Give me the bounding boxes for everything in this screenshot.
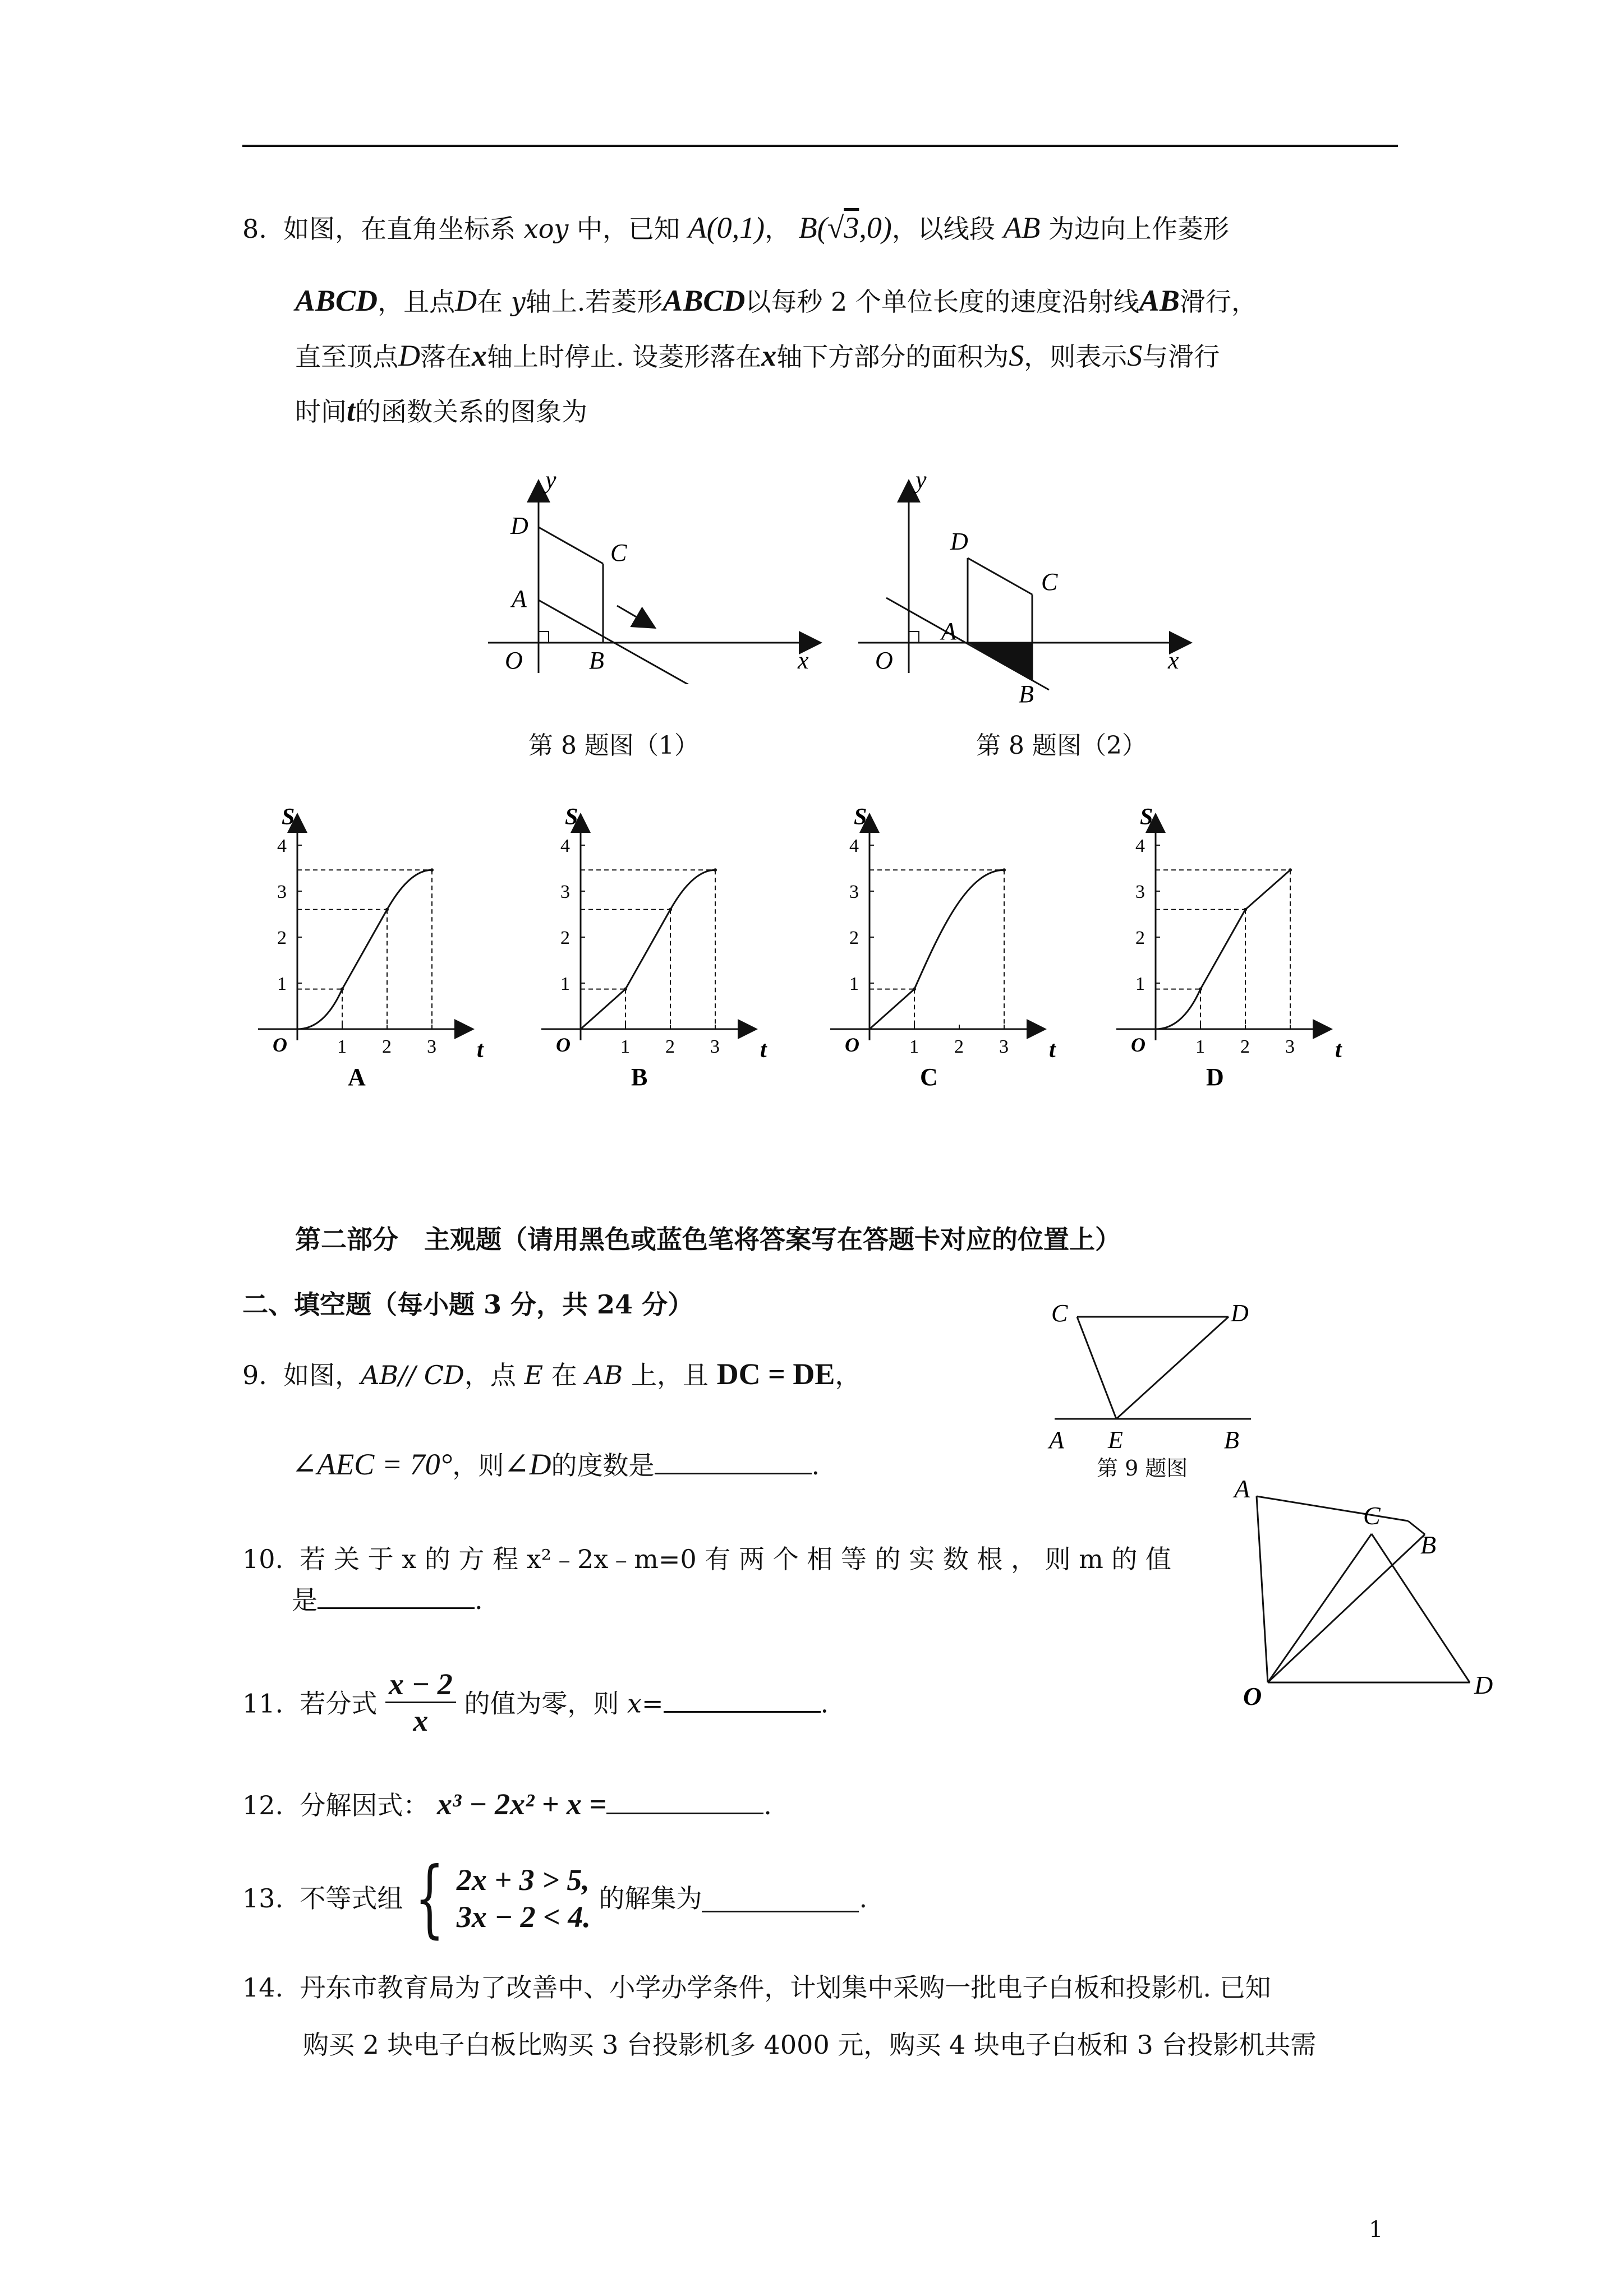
part2-heading: 第二部分 主观题（请用黑色或蓝色笔将答案写在答题卡对应的位置上） — [295, 1224, 1121, 1255]
y-tick-label: 3 — [849, 882, 859, 902]
axis-label-o: O — [273, 1034, 287, 1056]
fig2-label-x: x — [1168, 647, 1179, 674]
y-tick-label: 4 — [1135, 836, 1145, 856]
q14-line-2: 购买 2 块电子白板比购买 3 台投影机多 4000 元，购买 4 块电子白板和 3 台投影机共需 — [303, 2030, 1317, 2060]
q8-line-3: 直至顶点D落在x轴上时停止. 设菱形落在x轴下方部分的面积为S，则表示S与滑行 — [295, 339, 1220, 372]
series-line — [1156, 870, 1290, 1029]
fig2-label-c: C — [1041, 568, 1058, 596]
data-point — [1244, 908, 1247, 911]
q9-label-b: B — [1224, 1426, 1239, 1454]
fig1-label-x: x — [798, 647, 809, 674]
x-tick-label: 1 — [909, 1036, 919, 1057]
y-tick-label: 2 — [560, 928, 570, 948]
side-label-o: O — [1243, 1682, 1262, 1711]
option-label: D — [1206, 1063, 1224, 1091]
data-point — [341, 988, 344, 991]
q9-fig-caption: 第 9 题图 — [1097, 1456, 1188, 1481]
q13-line: 13. 不等式组 { 2x + 3 > 5, 3x − 2 < 4. 的解集为 . — [242, 1850, 868, 1947]
x-tick-label: 3 — [427, 1036, 436, 1057]
page-number: 1 — [1369, 2217, 1383, 2243]
side-label-d: D — [1474, 1671, 1493, 1699]
q12-answer-blank[interactable] — [606, 1787, 763, 1814]
q9-figure — [1027, 1290, 1273, 1458]
data-point — [1289, 868, 1292, 872]
q9-label-d: D — [1231, 1299, 1249, 1327]
x-tick-label: 3 — [999, 1036, 1009, 1057]
y-tick-label: 4 — [560, 836, 570, 856]
fig2-label-d: D — [950, 528, 968, 555]
x-tick-label: 1 — [337, 1036, 347, 1057]
side-figure — [1223, 1469, 1515, 1716]
fig1-label-y: y — [545, 471, 556, 494]
y-tick-label: 4 — [277, 836, 287, 856]
side-label-b: B — [1420, 1530, 1437, 1559]
series-line — [581, 870, 715, 1029]
fig1-label-a: A — [512, 585, 527, 612]
q12-line: 12. 分解因式： x³ − 2x² + x = . — [242, 1787, 772, 1821]
axis-label-t: t — [760, 1037, 767, 1063]
option-graph-c — [819, 802, 1077, 1094]
data-point — [430, 868, 434, 872]
data-point — [1199, 988, 1202, 991]
option-graph-a — [247, 802, 505, 1094]
y-tick-label: 3 — [277, 882, 287, 902]
q8-line-4: 时间t的函数关系的图象为 — [295, 394, 588, 427]
axis-label-s: S — [282, 804, 295, 830]
x-tick-label: 2 — [382, 1036, 392, 1057]
q8-fig1-caption: 第 8 题图（1） — [528, 731, 699, 760]
axis-label-o: O — [1131, 1034, 1145, 1056]
x-tick-label: 2 — [665, 1036, 675, 1057]
option-label: B — [631, 1063, 648, 1091]
header-rule — [242, 145, 1398, 147]
y-tick-label: 1 — [560, 974, 570, 994]
x-tick-label: 3 — [1285, 1036, 1295, 1057]
q10-line-1: 10. 若 关 于 x 的 方 程 x²﹣2x﹣m=0 有 两 个 相 等 的 实 数 根 ， 则 m 的 值 — [242, 1544, 1172, 1574]
axis-label-s: S — [565, 804, 578, 830]
fig2-label-a: A — [941, 617, 956, 645]
q9-label-a: A — [1049, 1426, 1064, 1454]
q8-figure-1 — [477, 471, 836, 684]
data-point — [669, 908, 672, 911]
y-tick-label: 3 — [1135, 882, 1145, 902]
axis-label-t: t — [477, 1037, 484, 1063]
q9-label-c: C — [1051, 1299, 1068, 1327]
y-tick-label: 2 — [1135, 928, 1145, 948]
q11-fraction: $\frac{x - 2}{x}$ — [385, 1667, 456, 1738]
axis-label-t: t — [1049, 1037, 1056, 1063]
q9-line-1: 9. 如图，AB// CD，点 E 在 AB 上，且 DC = DE， — [242, 1357, 861, 1391]
axis-label-s: S — [854, 804, 867, 830]
data-point — [714, 868, 717, 872]
side-label-c: C — [1363, 1501, 1381, 1530]
x-tick-label: 2 — [954, 1036, 964, 1057]
q8-figure-2 — [847, 471, 1206, 707]
fig1-label-b: B — [589, 647, 604, 674]
y-tick-label: 1 — [849, 974, 859, 994]
q13-inequality-system: 2x + 3 > 5, 3x − 2 < 4. — [456, 1863, 591, 1934]
q13-answer-blank[interactable] — [702, 1885, 859, 1912]
series-line — [297, 870, 432, 1029]
axis-label-o: O — [845, 1034, 859, 1056]
q8-number: 8. — [242, 214, 267, 244]
point-b: B(√3,0) — [798, 211, 892, 245]
axis-label-t: t — [1335, 1037, 1342, 1063]
option-label: C — [920, 1063, 938, 1091]
section-heading: 二、填空题（每小题 3 分，共 24 分） — [242, 1289, 694, 1320]
x-tick-label: 1 — [620, 1036, 630, 1057]
x-tick-label: 2 — [1240, 1036, 1250, 1057]
y-tick-label: 3 — [560, 882, 570, 902]
x-tick-label: 3 — [710, 1036, 720, 1057]
fig1-label-c: C — [610, 539, 627, 566]
q8-line-2: ABCD，且点D在 y轴上.若菱形ABCD以每秒 2 个单位长度的速度沿射线AB滑行， — [295, 284, 1257, 317]
q11-answer-blank[interactable] — [664, 1685, 821, 1713]
series-line — [869, 870, 1004, 1029]
q14-line-1: 14. 丹东市教育局为了改善中、小学办学条件，计划集中采购一批电子白板和投影机. 已知 — [242, 1972, 1271, 2003]
y-tick-label: 4 — [849, 836, 859, 856]
option-graph-d — [1105, 802, 1363, 1094]
data-point — [913, 988, 916, 991]
q11-line: 11. 若分式 $\frac{x - 2}{x}$ 的值为零，则 x= . — [242, 1667, 829, 1737]
side-label-a: A — [1234, 1474, 1250, 1503]
q9-label-e: E — [1108, 1426, 1123, 1454]
y-tick-label: 1 — [277, 974, 287, 994]
point-a: A(0,1) — [688, 211, 765, 245]
x-tick-label: 1 — [1195, 1036, 1205, 1057]
fig1-label-o: O — [505, 647, 523, 674]
q9-line-2: ∠AEC = 70°，则∠D的度数是 . — [292, 1447, 820, 1481]
q8-fig2-caption: 第 8 题图（2） — [976, 731, 1147, 760]
fig2-label-o: O — [875, 647, 893, 674]
axis-label-o: O — [556, 1034, 571, 1056]
y-tick-label: 2 — [849, 928, 859, 948]
fig2-label-b: B — [1019, 680, 1034, 707]
fig2-label-y: y — [915, 471, 927, 494]
q8-line-1: 8. 如图，在直角坐标系 xoy 中，已知 A(0,1)， B(√3,0)，以线段 AB 为边向上作菱形 — [242, 211, 1230, 245]
fig1-label-d: D — [510, 512, 528, 540]
option-label: A — [348, 1063, 366, 1091]
axis-label-s: S — [1140, 804, 1153, 830]
y-tick-label: 2 — [277, 928, 287, 948]
q9-answer-blank[interactable] — [655, 1447, 812, 1474]
q10-answer-blank[interactable] — [318, 1582, 475, 1609]
y-tick-label: 1 — [1135, 974, 1145, 994]
data-point — [624, 988, 627, 991]
data-point — [1002, 868, 1006, 872]
option-graph-b — [530, 802, 788, 1094]
q10-line-2: 是 . — [292, 1582, 483, 1617]
data-point — [385, 908, 389, 911]
